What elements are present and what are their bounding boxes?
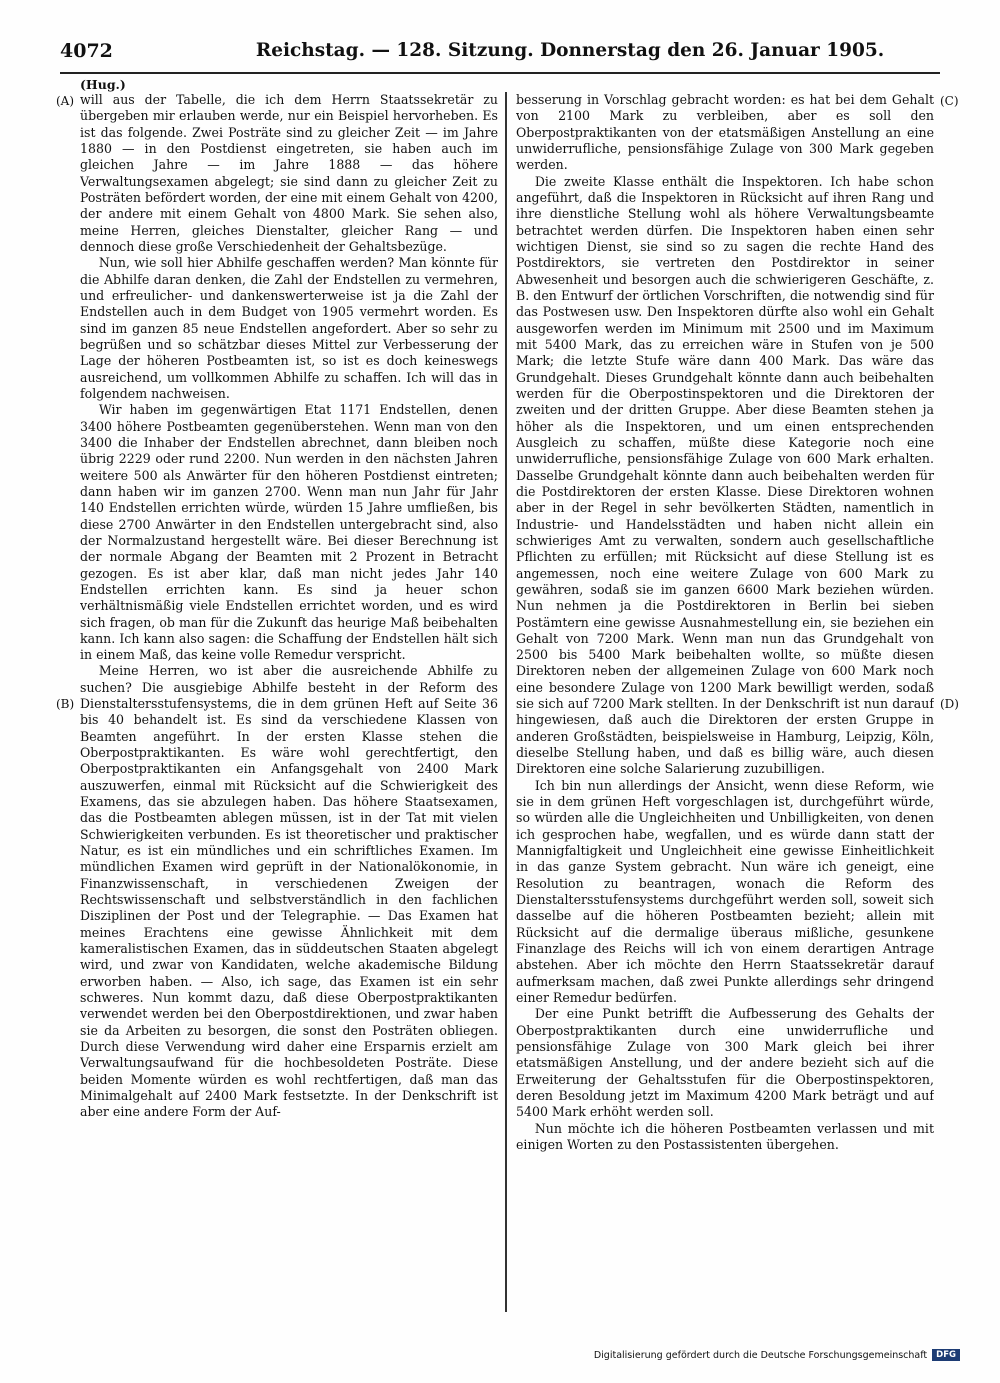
dfg-logo: DFG (932, 1349, 960, 1361)
page-number: 4072 (60, 40, 113, 62)
running-title: Reichstag. — 128. Sitzung. Donnerstag den 26. Januar 1905. (255, 40, 885, 61)
right-column (516, 92, 934, 1307)
margin-marker-d: (D) (940, 697, 959, 711)
page-header (60, 40, 940, 74)
paragraph: Nun möchte ich die höheren Postbeamten verlassen und mit einigen Worten zu den Postassistenten übergehen. (516, 1120, 934, 1152)
margin-marker-b: (B) (56, 697, 75, 711)
speaker-name: (Hug.) (80, 77, 126, 92)
paragraph: Ich bin nun allerdings der Ansicht, wenn diese Reform, wie sie in dem grünen Heft vorgeschlagen ist, durchgeführt würde, so würden alle die Ungleichheiten und Unbilligkeiten, von denen ich gesprochen habe, wegfallen, und es würde dann statt der Mannigfaltigkeit und Ungleichheit eine gewisse Einheitlichkeit in das ganze System gebracht. Nun wäre ich geneigt, eine Resolution zu beantragen, wonach die Reform des Dienstaltersstufensystems durchgeführt werden soll, soweit sich dasselbe auf die höheren Postbeamten bezieht; allein mit Rücksicht auf die dermalige überaus mißliche, gesunkene Finanzlage des Reichs will ich von einem derartigen Antrage abstehen. Aber ich möchte den Herrn Staatssekretär darauf aufmerksam machen, daß zwei Punkte allerdings sehr dringend einer Remedur bedürfen. (516, 777, 934, 1006)
paragraph: Wir haben im gegenwärtigen Etat 1171 Endstellen, denen 3400 höhere Postbeamten gegenüberstehen. Wenn man von den 3400 die Inhaber der Endstellen abrechnet, dann bleiben noch übrig 2229 oder rund 2200. Nun werden in den nächsten Jahren weitere 500 als Anwärter für den höheren Postdienst eintreten; dann haben wir im ganzen 2700. Wenn man nun Jahr für Jahr 140 Endstellen errichten würde, würden 15 Jahre umfließen, bis diese 2700 Anwärter in den Endstellen untergebracht sind, also der Normalzustand hergestellt wäre. Bei dieser Berechnung ist der normale Abgang der Beamten mit 2 Prozent in Betracht gezogen. Es ist aber klar, daß man nicht jedes Jahr 140 Endstellen errichten kann. Es sind ja heuer schon verhältnismäßig viele Endstellen errichtet worden, und es wird sich fragen, ob man für die Zukunft das heurige Maß beibehalten kann. Ich kann also sagen: die Schaffung der Endstellen hält sich in einem Maß, das keine volle Remedur verspricht. (80, 402, 498, 663)
column-divider (505, 92, 507, 1312)
paragraph: besserung in Vorschlag gebracht worden: es hat bei dem Gehalt von 2100 Mark zu verbleiben, aber es soll den Oberpostpraktikanten von der etatsmäßigen Anstellung an eine unwiderrufliche, pensionsfähige Zulage von 300 Mark gegeben werden. (516, 92, 934, 173)
paragraph: Nun, wie soll hier Abhilfe geschaffen werden? Man könnte für die Abhilfe daran denken, die Zahl der Endstellen zu vermehren, und erfreulicher- und dankenswerterweise ist ja die Zahl der Endstellen auch in dem Budget von 1905 vermehrt worden. Es sind im ganzen 85 neue Endstellen angefordert. Aber so sehr zu begrüßen und so schätzbar dieses Mittel zur Verbesserung der Lage der höheren Postbeamten ist, so ist es doch keineswegs ausreichend, um vollkommen Abhilfe zu schaffen. Ich will das in folgendem nachweisen. (80, 255, 498, 401)
paragraph: will aus der Tabelle, die ich dem Herrn Staatssekretär zu übergeben mir erlauben werde, nur ein Beispiel hervorheben. Es ist das folgende. Zwei Posträte sind zu gleicher Zeit — im Jahre 1880 — in den Postdienst eingetreten, sie haben auch im gleichen Jahre — im Jahre 1888 — das höhere Verwaltungsexamen abgelegt; sie sind dann zu gleicher Zeit zu Posträten befördert worden, der eine mit einem Gehalt von 4200, der andere mit einem Gehalt von 4800 Mark. Sie sehen also, meine Herren, gleiches Dienstalter, gleicher Rang — und dennoch diese große Verschiedenheit der Gehaltsbezüge. (80, 92, 498, 254)
margin-marker-c: (C) (940, 94, 959, 108)
paragraph: Der eine Punkt betrifft die Aufbesserung des Gehalts der Oberpostpraktikanten durch eine unwiderrufliche und pensionsfähige Zulage von 300 Mark gleich bei ihrer etatsmäßigen Anstellung, und der andere bezieht sich auf die Erweiterung der Gehaltsstufen für die Oberpostinspektoren, deren Besoldung jetzt im Maximum 4200 Mark beträgt und auf 5400 Mark erhöht werden soll. (516, 1006, 934, 1120)
left-column (80, 92, 498, 1307)
credit-text: Digitalisierung gefördert durch die Deutsche Forschungsgemeinschaft (593, 1349, 928, 1361)
paragraph: Die zweite Klasse enthält die Inspektoren. Ich habe schon angeführt, daß die Inspektoren in Rücksicht auf ihren Rang und ihre dienstliche Stellung wohl als höhere Verwaltungsbeamte betrachtet werden dürfen. Die Inspektoren haben einen sehr wichtigen Dienst, sie sind so zu sagen die rechte Hand des Postdirektors, sie vertreten den Postdirektor in seiner Abwesenheit und besorgen auch die schwierigeren Geschäfte, z. B. den Entwurf der örtlichen Vorschriften, die notwendig sind für das Postwesen usw. Den Inspektoren dürfte also wohl ein Gehalt ausgeworfen werden im Minimum mit 2500 und im Maximum mit 5400 Mark, das zu erreichen wäre in Stufen von je 500 Mark; die letzte Stufe wäre dann 400 Mark. Das wäre das Grundgehalt. Dieses Grundgehalt könnte dann auch beibehalten werden für die Oberpostinspektoren und die Direktoren der zweiten und der dritten Gruppe. Aber diese Beamten stehen ja höher als die Inspektoren, und um einen entsprechenden Ausgleich zu schaffen, müßte diese Kategorie noch eine unwiderrufliche, pensionsfähige Zulage von 600 Mark erhalten. Dasselbe Grundgehalt könnte dann auch beibehalten werden für die Postdirektoren der ersten Klasse. Diese Direktoren wohnen aber in der Regel in sehr bevölkerten Städten, namentlich in Industrie- und Handelsstädten und haben nicht allein ein schwieriges Amt zu verwalten, sondern auch gesellschaftliche Pflichten zu erfüllen; mit Rücksicht auf diese Stellung ist es angemessen, noch eine weitere Zulage von 600 Mark zu gewähren, sodaß sie im ganzen 6600 Mark beziehen würden. Nun nehmen ja die Postdirektoren in Berlin bei sieben Postämtern eine gewisse Ausnahmestellung ein, sie beziehen ein Gehalt von 7200 Mark. Wenn man nun das Grundgehalt von 2500 bis 5400 Mark beibehalten wollte, so müßte diesen Direktoren neben der allgemeinen Zulage von 600 Mark noch eine besondere Zulage von 1200 Mark bewilligt werden, sodaß sie sich auf 7200 Mark stellten. In der Denkschrift ist nun darauf hingewiesen, daß auch die Direktoren der ersten Gruppe in anderen Großstädten, beispielsweise in Hamburg, Leipzig, Köln, dieselbe Stellung haben, und daß es billig wäre, auch diesen Direktoren eine solche Salarierung zuzubilligen. (516, 173, 934, 777)
digitization-credit (594, 1349, 960, 1361)
margin-marker-a: (A) (56, 94, 75, 108)
paragraph: Meine Herren, wo ist aber die ausreichende Abhilfe zu suchen? Die ausgiebige Abhilfe besteht in der Reform des Dienstaltersstufensystems, die in dem grünen Heft auf Seite 36 bis 40 behandelt ist. Es sind da verschiedene Klassen von Beamten angeführt. In der ersten Klasse stehen die Oberpostpraktikanten. Es wäre wohl gerechtfertigt, den Oberpostpraktikanten ein Anfangsgehalt von 2400 Mark auszuwerfen, einmal mit Rücksicht auf die Schwierigkeit des Examens, das sie abzulegen haben. Das höhere Staatsexamen, das die Postbeamten ablegen müssen, ist in der Tat mit vielen Schwierigkeiten verbunden. Es ist theoretischer und praktischer Natur, es ist ein mündliches und ein schriftliches Examen. Im mündlichen Examen wird geprüft in der Nationalökonomie, in Finanzwissenschaft, in verschiedenen Zweigen der Rechtswissenschaft und selbstverständlich in den fachlichen Disziplinen der Post und der Telegraphie. — Das Examen hat meines Erachtens eine gewisse Ähnlichkeit mit dem kameralistischen Examen, das in süddeutschen Staaten abgelegt wird, und zwar von Kandidaten, welche akademische Bildung erworben haben. — Also, ich sage, das Examen ist ein sehr schweres. Nun kommt dazu, daß diese Oberpostpraktikanten verwendet werden bei den Oberpostdirektionen, und zwar haben sie da Arbeiten zu besorgen, die sonst den Posträten obliegen. Durch diese Verwendung wird daher eine Ersparnis erzielt am Verwaltungsaufwand für die hochbesoldeten Posträte. Diese beiden Momente würden es wohl rechtfertigen, daß man das Minimalgehalt auf 2400 Mark festsetzte. In der Denkschrift ist aber eine andere Form der Auf- (80, 663, 498, 1120)
